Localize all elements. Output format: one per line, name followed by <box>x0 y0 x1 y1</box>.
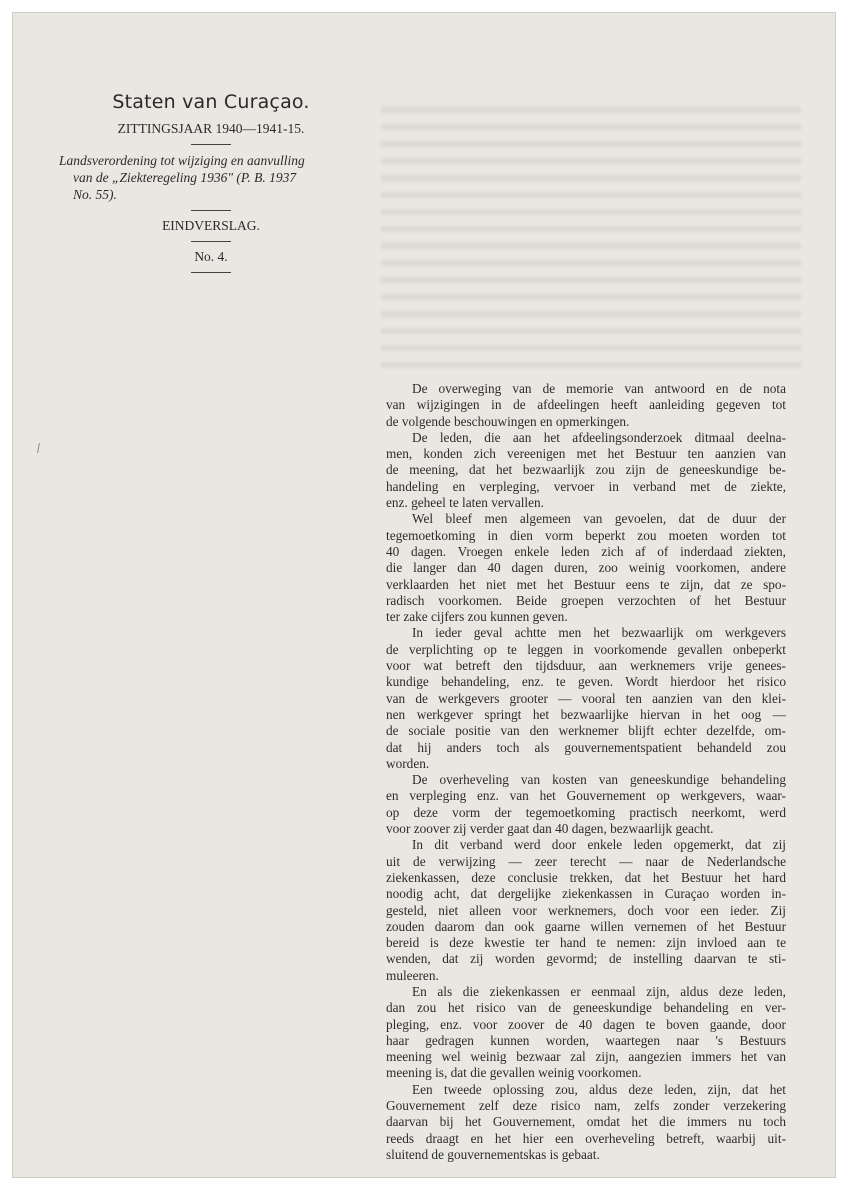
subject-line: van de „Ziekteregeling 1936" (P. B. 1937 <box>73 170 297 185</box>
text-line: wenden, dat zij worden gevormd; de instelling daarvan te sti- <box>386 951 786 967</box>
text-line: reeds draagt en het hier een overheveling betreft, waarbij uit- <box>386 1130 786 1146</box>
margin-mark <box>37 443 40 453</box>
text-line: De overheveling van kosten van geneeskundige behandeling <box>412 772 786 788</box>
text-line: men, konden zich vereenigen met het Bestuur ten aanzien van <box>386 446 786 462</box>
text-line: bereid is deze kwestie ter hand te nemen: zijn invloed aan te <box>386 935 786 951</box>
divider <box>191 210 231 211</box>
text-line: voor wat betreft den tijdsduur, aan werknemers vrije genees- <box>386 658 786 674</box>
document-page <box>12 12 836 1178</box>
text-line: verklaarden het niet met het Bestuur eens te zijn, dat ze spo- <box>386 576 786 592</box>
divider <box>191 272 231 273</box>
text-line: ter zake cijfers zou kunnen geven. <box>386 609 568 625</box>
text-line: radisch voorkomen. Beide groepen verzochten of het Bestuur <box>386 592 786 608</box>
text-line: de verplichting op te leggen in voorkomende gevallen onbeperkt <box>386 641 786 657</box>
report-number: No. 4. <box>194 249 228 264</box>
text-line: dan zou het risico van de geneeskundige behandeling en ver- <box>386 1000 786 1016</box>
text-line: meening is, dat die gevallen weinig voorkomen. <box>386 1065 642 1081</box>
text-line: pleging, enz. voor zoover de 40 dagen te boven gaande, door <box>386 1016 786 1032</box>
text-line: op deze vorm der tegemoetkoming practisch neerkomt, werd <box>386 804 786 820</box>
text-line: de volgende beschouwingen en opmerkingen. <box>386 413 630 429</box>
bleed-through-text <box>381 101 801 371</box>
text-line: die langer dan 40 dagen duren, zoo weinig voorkomen, andere <box>386 560 786 576</box>
text-line: muleeren. <box>386 967 439 983</box>
text-line: uit de verwijzing — zeer terecht — naar de Nederlandsche <box>386 853 786 869</box>
text-line: de sociale positie van den werknemer blijft echter dezelfde, om- <box>386 723 786 739</box>
paragraph <box>386 772 786 837</box>
text-line: en verpleging enz. van het Gouvernement op werkgevers, waar- <box>386 788 786 804</box>
report-title: EINDVERSLAG. <box>162 218 260 233</box>
text-line: daarvan bij het Gouvernement, omdat het die immers nu toch <box>386 1114 786 1130</box>
paragraph <box>386 430 786 511</box>
text-line: Gouvernement zelf deze risico nam, zelfs zonder verzekering <box>386 1098 786 1114</box>
document-header <box>53 91 369 280</box>
text-line: 40 dagen. Vroegen enkele leden zich af of inderdaad ziekten, <box>386 543 786 559</box>
text-line: kundige behandeling, enz. te geven. Wordt hierdoor het risico <box>386 674 786 690</box>
text-line: sluitend de gouvernementskas is gebaat. <box>386 1146 600 1162</box>
subject-line: Landsverordening tot wijziging en aanvulling <box>59 153 305 168</box>
ordinance-subject <box>53 152 369 203</box>
paragraph <box>386 984 786 1082</box>
text-line: nen werkgever springt het bezwaarlijke hiervan in het oog — <box>386 706 786 722</box>
paragraph <box>386 837 786 984</box>
text-line: De leden, die aan het afdeelingsonderzoek ditmaal deelna- <box>412 429 786 445</box>
document-title: Staten van Curaçao. <box>112 91 310 113</box>
text-line: Een tweede oplossing zou, aldus deze leden, zijn, dat het <box>412 1081 786 1097</box>
session-year: ZITTINGSJAAR 1940—1941-15. <box>117 121 305 136</box>
text-line: noodig acht, dat dergelijke ziekenkassen in Curaçao worden in- <box>386 886 786 902</box>
text-line: worden. <box>386 755 430 771</box>
text-line: De overweging van de memorie van antwoord en de nota <box>412 381 786 396</box>
subject-line: No. 55). <box>73 187 117 202</box>
report-body <box>386 381 786 1163</box>
text-line: In ieder geval achtte men het bezwaarlijk om werkgevers <box>412 625 786 641</box>
text-line: ziekenkassen, deze conclusie trekken, dat het Bestuur het hard <box>386 869 786 885</box>
text-line: van wijzigingen in de afdeelingen heeft aanleiding gegeven tot <box>386 397 786 413</box>
divider <box>191 144 231 145</box>
paragraph <box>386 1082 786 1163</box>
text-line: tegemoetkoming in dien vorm beperkt zou moeten worden tot <box>386 527 786 543</box>
text-line: En als die ziekenkassen er eenmaal zijn, aldus deze leden, <box>412 983 786 999</box>
text-line: gesteld, niet alleen voor werknemers, doch voor een ieder. Zij <box>386 902 786 918</box>
paragraph <box>386 511 786 625</box>
text-line: van de werkgevers grooter — vooral ten aanzien van den klei- <box>386 690 786 706</box>
divider <box>191 241 231 242</box>
text-line: zouden daarom dan ook gaarne willen vernemen of het Bestuur <box>386 918 786 934</box>
text-line: dat hij anders toch als gouvernementspatient behandeld zou <box>386 739 786 755</box>
text-line: de meening, dat het bezwaarlijk zou zijn de geneeskundige be- <box>386 462 786 478</box>
paragraph <box>386 381 786 430</box>
text-line: meening wel weinig bezwaar zal zijn, aangezien immers het van <box>386 1049 786 1065</box>
text-line: handeling en verpleging, vervoer in verband met de ziekte, <box>386 478 786 494</box>
text-line: In dit verband werd door enkele leden opgemerkt, dat zij <box>412 837 786 853</box>
text-line: voor zoover zij verder gaat dan 40 dagen, bezwaarlijk geacht. <box>386 821 714 837</box>
text-line: Wel bleef men algemeen van gevoelen, dat de duur der <box>412 511 786 527</box>
paragraph <box>386 625 786 772</box>
text-line: enz. geheel te laten vervallen. <box>386 495 544 511</box>
text-line: haar gedragen kunnen worden, waartegen naar 's Bestuurs <box>386 1032 786 1048</box>
